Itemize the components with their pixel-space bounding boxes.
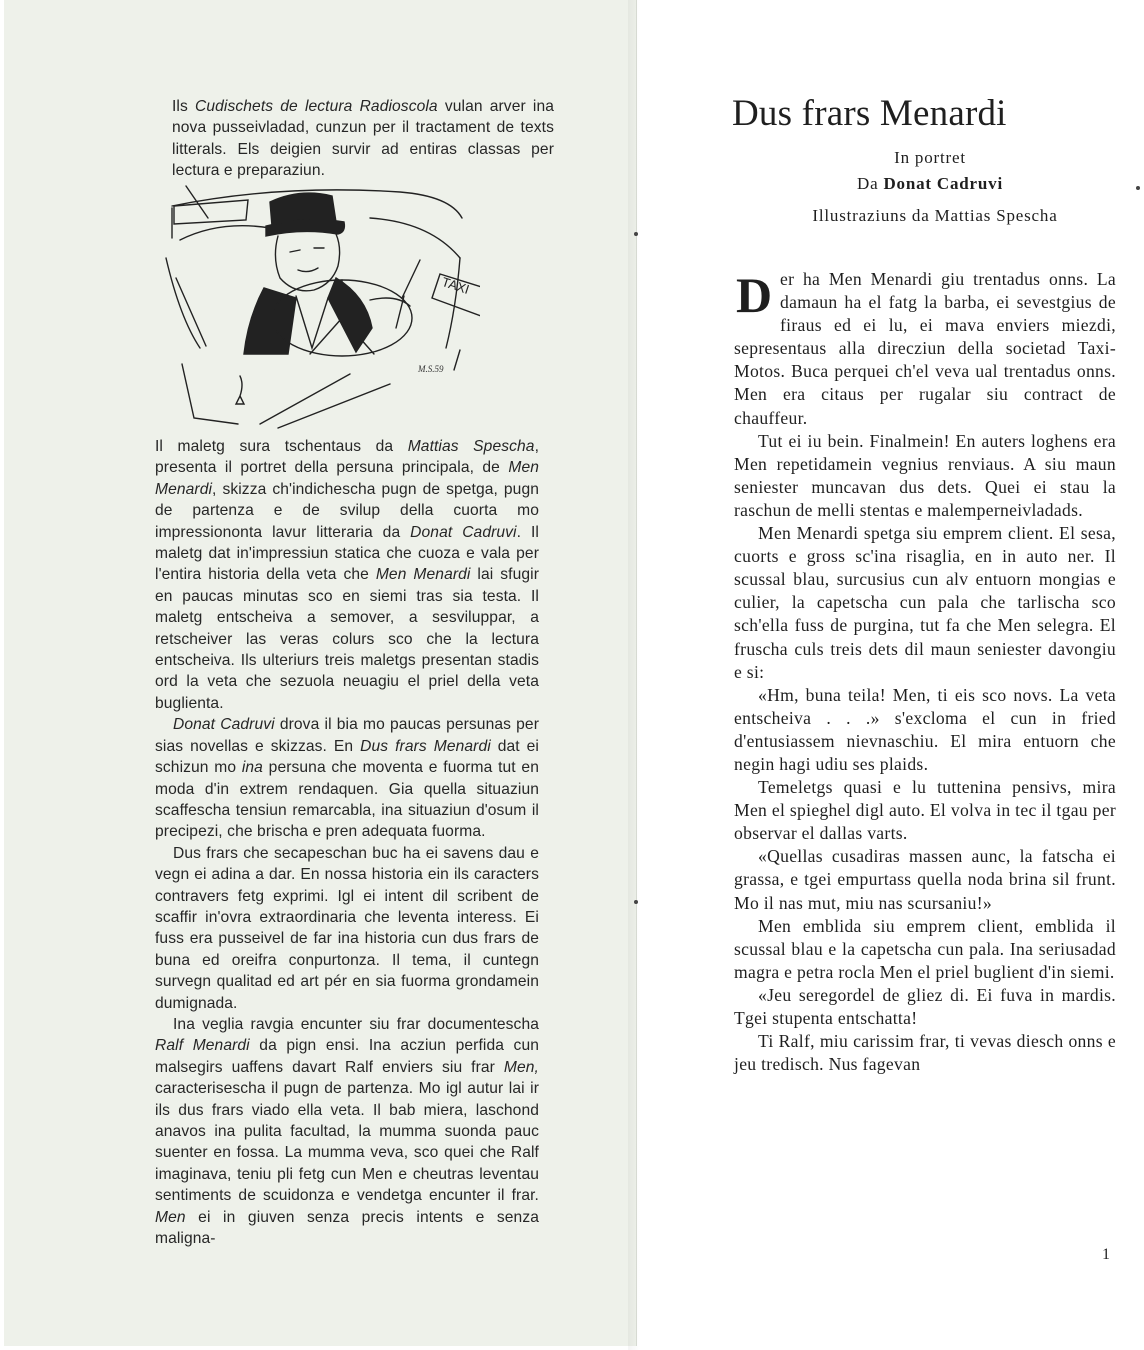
paragraph-illustration-description: Il maletg sura tschentaus da Mattias Spescha, presenta il portret della persuna principala, de Men Menardi, skizza ch'indichescha pugn de spetga, pugn de partenza e de svilup della cuorta mo impressiononta lavur litteraria da Donat Cadruvi. Il maletg dat in'impressiun statica che cuoza e vala per l'entira historia della veta che Men Menardi lai sfugir en paucas minutas sco en siemi tras sia testa. Il maletg entscheiva a semover, a sesviluppar, a retscheiver las veras colurs sco che la lectura entscheiva. Ils ulteriurs treis maletgs presentan stadis ord la veta che sezuola neuagiu el priel della veta buglienta. [155,438,540,712]
taxi-sign-text: TAXI [440,274,472,297]
left-body-text [155,436,539,1249]
paragraph-plot: Ina veglia ravgia encunter siu frar documentescha Ralf Menardi da pign ensi. Ina acziun perfida cun malsegirs uaffens davart Ralf enviers siu frar Men, caracterisescha il pugn de partenza. Mo igl autur lai ir ils dus frars viado ella veta. Il bab miera, laschond anavos ina pulita facultad, la mumma suonda pauc suenter en fossa. La mumma veva, sco quei che Ralf imaginava, teniu pli fetg cun Men e cheutras leventau sentiments de scuidonza e vendetga encunter il frar. Men ei in giuven senza precis intents e senza maligna- [155,1015,539,1248]
story-paragraph-7: Men emblida siu emprem client, emblida il scussal blau e la capetscha cun pala. Ina seriusadad magra e petra rocla Men el priel buglient d'in siemi. [734,915,1116,982]
artist-signature: M.S.59 [418,364,444,374]
page-number: 1 [1102,1246,1110,1263]
intro-text: Ils Cudischets de lectura Radioscola vulan arver ina nova pusseivladad, cunzun per il tractament de texts litterals. Els deigien survir ad entiras classas per lectura e preparaziun. [172,98,554,180]
scan-mark [634,232,638,236]
scan-mark [1136,186,1140,190]
story-paragraph-9: Ti Ralf, miu carissim frar, ti vevas diesch onns e jeu tredisch. Nus fagevan [734,1031,1116,1075]
story-paragraph-1: D er ha Men Menardi giu trentadus onns. La damaun ha el fatg la barba, ei sevestgius de firaus ed ei lu, ei mava enviers miezdi, sepresentaus alla direcziun della societad Taxi-Motos. Buca perquei ch'el veva ual trentadus onns. Men era citaus per rugalar siu contract de chauffeur. [734,269,1116,428]
story-paragraph-8: «Jeu seregordel de gliez di. Ei fuva in mardis. Tgei stupenta entschatta! [734,984,1116,1028]
page-fold [628,0,640,1350]
author-name: Donat Cadruvi [883,174,1003,193]
story-paragraph-6: «Quellas cusadiras massen aunc, la fatscha ei grassa, e tgei empurtass quella noda brina sil frunt. Mo il nas mut, miu nas scursaniu!» [734,846,1116,913]
story-byline: Da Donat Cadruvi [857,174,1003,193]
paragraph-brothers: Dus frars che secapeschan buc ha ei savens dau e vegn ei adina a dar. En nossa historia ein ils caracters contravers fetg exprimi. Igl ei intent dil scribent de scaffir in'ovra extraordinaria che leventa interess. Ei fuss era pusseivel de far ina historia cun dus frars de buna ed oreifra conpurtonza. Il tema, il cuntegn survegn qualitad ed art pér en sia fuorma grondamein dumignada. [155,844,539,1012]
story-paragraph-2: Tut ei iu bein. Finalmein! En auters loghens era Men repetidamein vegnius renviaus. A siu maun seniester muncavan dus dets. Quei ei stau la raschun de melli stentas e malemperneivladads. [734,430,1116,520]
paragraph-author: Donat Cadruvi drova il bia mo paucas persunas per sias novellas e skizzas. En Dus frars Menardi dat ei schizun mo ina persuna che moventa e fuorma tut en moda d'in extrem rendaquen. Gia quella situaziun scaffescha tensiun remarcabla, ina situaziun d'osum il precipezi, che brischa e pren adequata fuorma. [155,716,539,841]
intro-paragraph [172,96,554,182]
story-paragraph-5: Temeletgs quasi e lu tuttenina pensivs, mira Men el spieghel digl auto. El volva in tec il tgau per observar el dallas varts. [734,777,1116,844]
scan-mark [634,900,638,904]
dropcap-letter [734,270,774,318]
illustration-drawing [160,178,480,432]
illustration-lines [166,186,480,428]
story-paragraph-4: «Hm, buna teila! Men, ti eis sco novs. La veta entscheiva . . .» s'excloma el cun in fried d'entusiassem nievnaschiu. El mira entuorn che negin hagi udiu ses plaids. [734,684,1116,774]
story-subtitle: In portret [894,148,966,167]
svg-text:D: D [736,270,773,318]
story-paragraph-3: Men Menardi spetga siu emprem client. El sesa, cuorts e gross sc'ina risaglia, en in auto ner. Il scussal blau, surcusius cun alv entuorn mongias e culier, la capetscha cun pala che tarlischa sco sch'ella fuss de purgina, tut fa che Men selegra. El fruscha culs treis dets dil maun seniester davongiu e si: [734,523,1116,682]
illustrations-credit: Illustraziuns da Mattias Spescha [812,206,1058,225]
taxi-driver-illustration [160,178,480,432]
story-title: Dus frars Menardi [732,93,1007,134]
story-text [734,268,1116,1076]
